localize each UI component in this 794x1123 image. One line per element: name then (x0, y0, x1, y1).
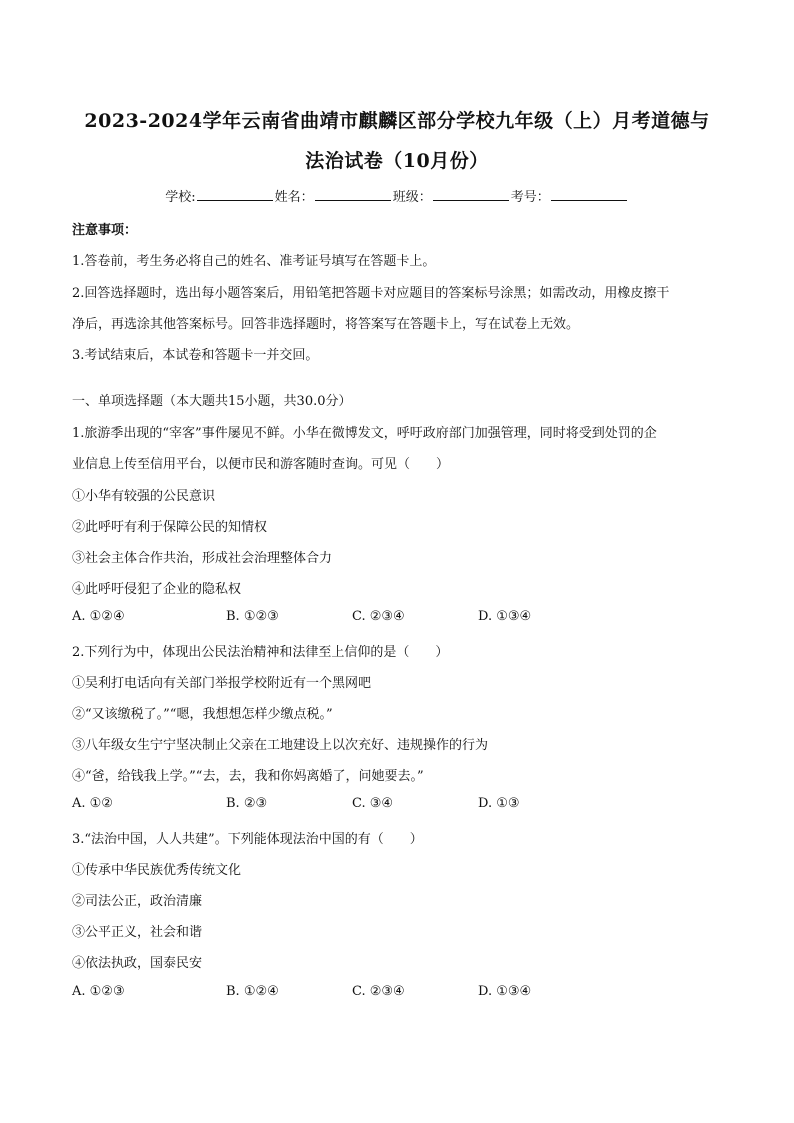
question-3-stem: 3.“法治中国，人人共建”。下列能体现法治中国的有（ ） (72, 832, 423, 847)
class-label: 班级： (392, 190, 432, 205)
name-blank (315, 188, 391, 201)
student-info-row (0, 186, 794, 205)
question-2-stem: 2.下列行为中，体现出公民法治精神和法律至上信仰的是（ ） (72, 645, 449, 660)
question-3-item: ③公平正义，社会和谐 (72, 925, 203, 940)
question-1-item: ②此呼吁有利于保障公民的知情权 (72, 520, 268, 535)
question-2-option-c: C. ③④ (352, 796, 394, 811)
name-label: 姓名： (274, 190, 314, 205)
question-1-option-b: B. ①②③ (226, 609, 279, 624)
notice-item: 净后，再选涂其他答案标号。回答非选择题时，将答案写在答题卡上，写在试卷上无效。 (72, 317, 580, 332)
question-1-item: ③社会主体合作共治，形成社会治理整体合力 (72, 551, 333, 566)
school-label: 学校: (165, 190, 196, 205)
question-1-option-d: D. ①③④ (478, 609, 532, 624)
question-2-option-b: B. ②③ (226, 796, 268, 811)
question-1-item: ①小华有较强的公民意识 (72, 489, 216, 504)
exam-title-line-1: 2023-2024学年云南省曲靖市麒麟区部分学校九年级（上）月考道德与 (84, 110, 710, 132)
question-3-item: ②司法公正，政治清廉 (72, 894, 203, 909)
exam-title-line-2: 法治试卷（10月份） (305, 150, 489, 172)
question-2-item: ④“爸，给钱我上学。”“去，去，我和你妈离婚了，问她要去。” (72, 769, 424, 784)
number-blank (551, 188, 627, 201)
question-1-option-a: A. ①②④ (72, 609, 125, 624)
question-2-item: ②“又该缴税了。”“嗯，我想想怎样少缴点税。” (72, 707, 333, 722)
question-1-item: ④此呼吁侵犯了企业的隐私权 (72, 582, 242, 597)
notice-item: 2.回答选择题时，选出每小题答案后，用铅笔把答题卡对应题目的答案标号涂黑；如需改动，用橡皮擦干 (72, 286, 670, 301)
school-blank (197, 188, 273, 201)
question-3-item: ④依法执政，国泰民安 (72, 956, 203, 971)
question-2-option-a: A. ①② (72, 796, 113, 811)
question-3-item: ①传承中华民族优秀传统文化 (72, 863, 242, 878)
notice-heading: 注意事项： (72, 223, 138, 238)
question-2-item: ①吴利打电话向有关部门举报学校附近有一个黑网吧 (72, 676, 372, 691)
question-3-option-d: D. ①③④ (478, 984, 532, 999)
class-blank (433, 188, 509, 201)
question-2-item: ③八年级女生宁宁坚决制止父亲在工地建设上以次充好、违规操作的行为 (72, 738, 489, 753)
question-3-option-c: C. ②③④ (352, 984, 405, 999)
question-1-stem: 1.旅游季出现的“宰客”事件屡见不鲜。小华在微博发文，呼吁政府部门加强管理，同时将受到处罚的企 (72, 426, 657, 441)
question-3-option-a: A. ①②③ (72, 984, 125, 999)
notice-item: 3.考试结束后，本试卷和答题卡一并交回。 (72, 348, 319, 363)
question-3-option-b: B. ①②④ (226, 984, 279, 999)
question-1-option-c: C. ②③④ (352, 609, 405, 624)
section-heading: 一、单项选择题（本大题共15小题，共30.0分） (72, 394, 352, 409)
question-2-option-d: D. ①③ (478, 796, 520, 811)
notice-item: 1.答卷前，考生务必将自己的姓名、准考证号填写在答题卡上。 (72, 254, 436, 269)
number-label: 考号： (510, 190, 550, 205)
question-1-stem: 业信息上传至信用平台，以便市民和游客随时查询。可见（ ） (72, 457, 450, 472)
